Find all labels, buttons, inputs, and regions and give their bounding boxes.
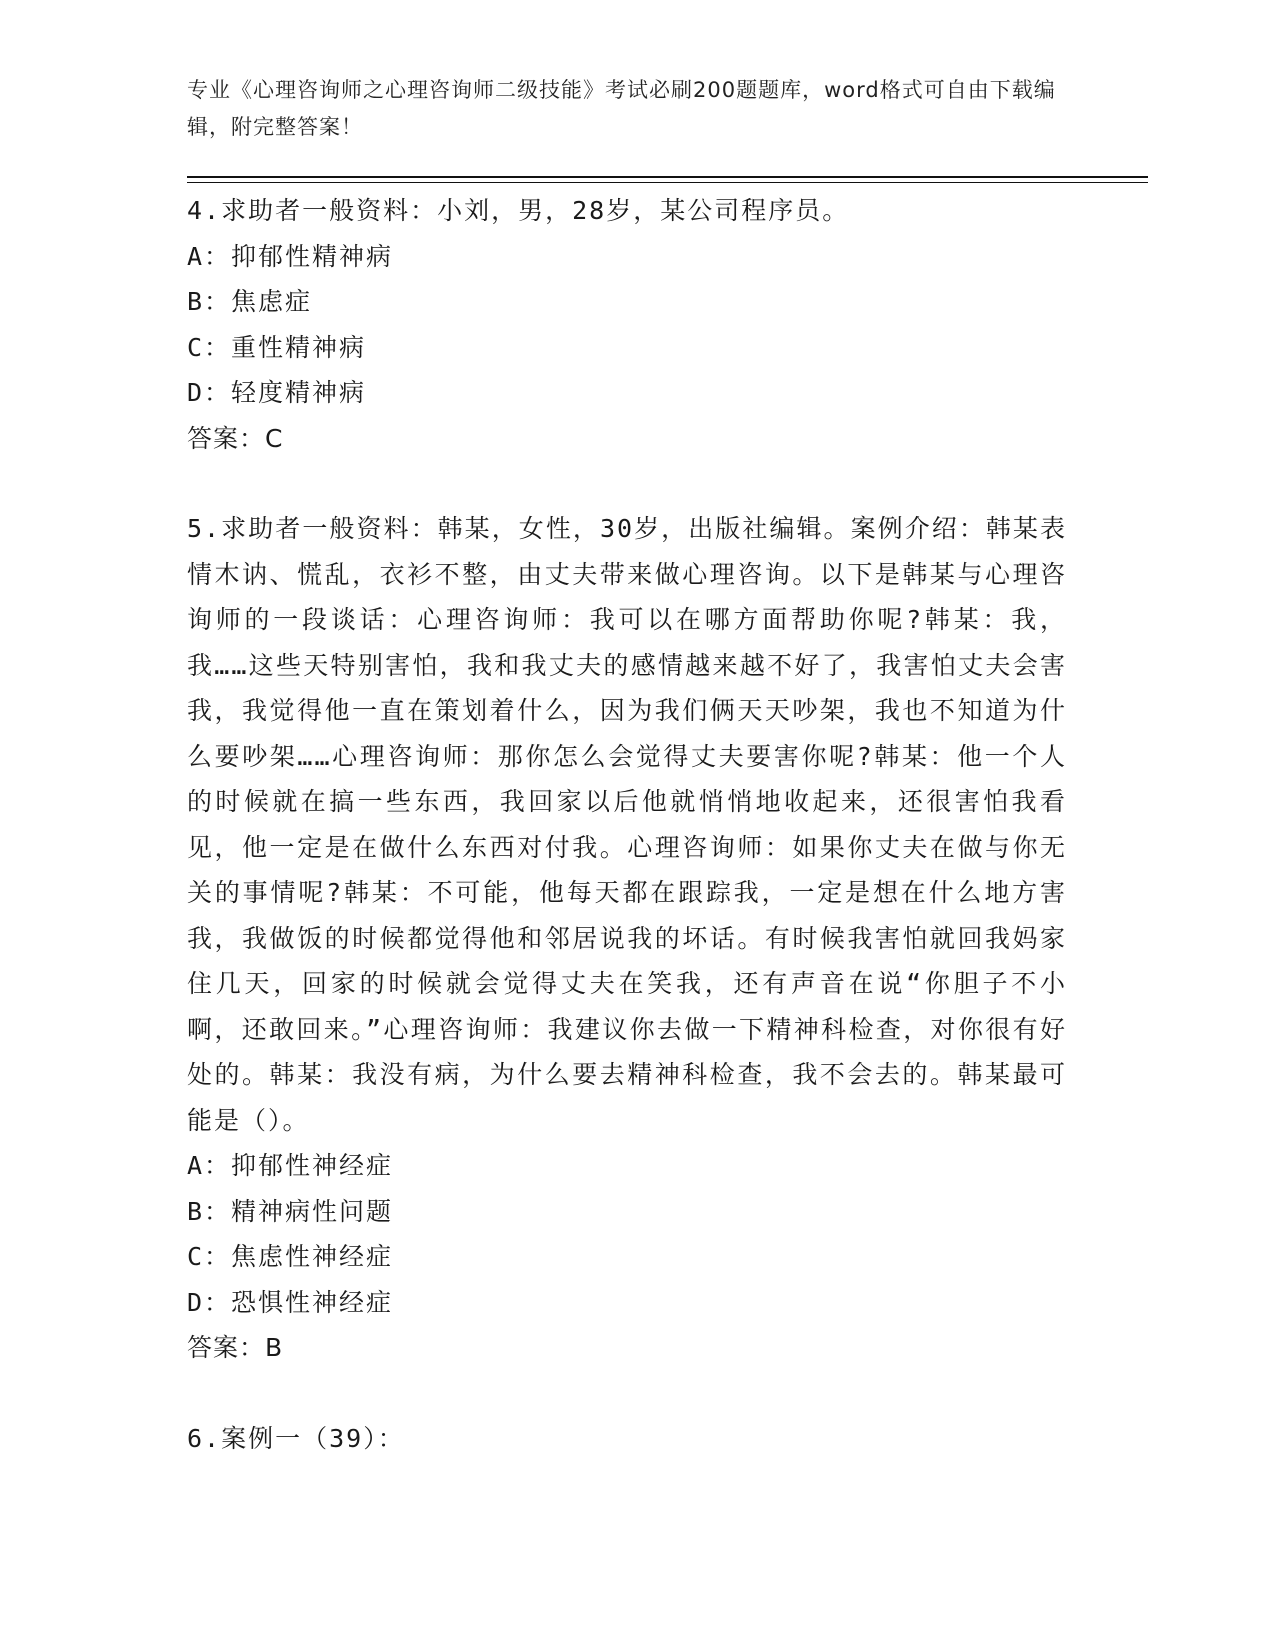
option-c: C：重性精神病 <box>187 332 367 362</box>
option-a: A：抑郁性神经症 <box>187 1151 394 1180</box>
spacer <box>187 1371 1067 1416</box>
question-4 <box>187 188 1067 461</box>
option-b: B：精神病性问题 <box>187 1196 394 1226</box>
option-c: C：焦虑性神经症 <box>187 1242 394 1271</box>
option-a: A：抑郁性精神病 <box>187 241 394 271</box>
option-b: B：焦虑症 <box>187 287 313 316</box>
spacer <box>187 461 1067 506</box>
question-6 <box>187 1416 1067 1462</box>
question-stem: 6.案例一（39）： <box>187 1423 405 1453</box>
header-rule-thick <box>187 176 1148 178</box>
document-header: 专业《心理咨询师之心理咨询师二级技能》考试必刷200题题库，word格式可自由下载编辑，附完整答案！ <box>187 78 1056 139</box>
header-rule-thin <box>187 182 1148 183</box>
question-5 <box>187 506 1067 1371</box>
question-stem: 4.求助者一般资料：小刘，男，28岁，某公司程序员。 <box>187 196 850 225</box>
answer-label: 答案：B <box>187 1333 284 1362</box>
question-stem: 5.求助者一般资料：韩某，女性，30岁，出版社编辑。案例介绍：韩某表情木讷、慌乱，衣衫不整，由丈夫带来做心理咨询。以下是韩某与心理咨询师的一段谈话：心理咨询师：我可以在哪方面帮助你呢?韩某：我，我……这些天特别害怕，我和我丈夫的感情越来越不好了，我害怕丈夫会害我，我觉得他一直在策划着什么，因为我们俩天天吵架，我也不知道为什么要吵架……心理咨询师：那你怎么会觉得丈夫要害你呢?韩某：他一个人的时候就在搞一些东西，我回家以后他就悄悄地收起来，还很害怕我看见，他一定是在做什么东西对付我。心理咨询师：如果你丈夫在做与你无关的事情呢?韩某：不可能，他每天都在跟踪我，一定是想在什么地方害我，我做饭的时候都觉得他和邻居说我的坏话。有时候我害怕就回我妈家住几天，回家的时候就会觉得丈夫在笑我，还有声音在说“你胆子不小啊，还敢回来。”心理咨询师：我建议你去做一下精神科检查，对你很有好处的。韩某：我没有病，为什么要去精神科检查，我不会去的。韩某最可能是（）。 <box>187 514 1067 1135</box>
document-body <box>187 188 1067 1461</box>
answer-label: 答案：C <box>187 423 284 453</box>
option-d: D：恐惧性神经症 <box>187 1287 394 1317</box>
option-d: D：轻度精神病 <box>187 378 367 407</box>
